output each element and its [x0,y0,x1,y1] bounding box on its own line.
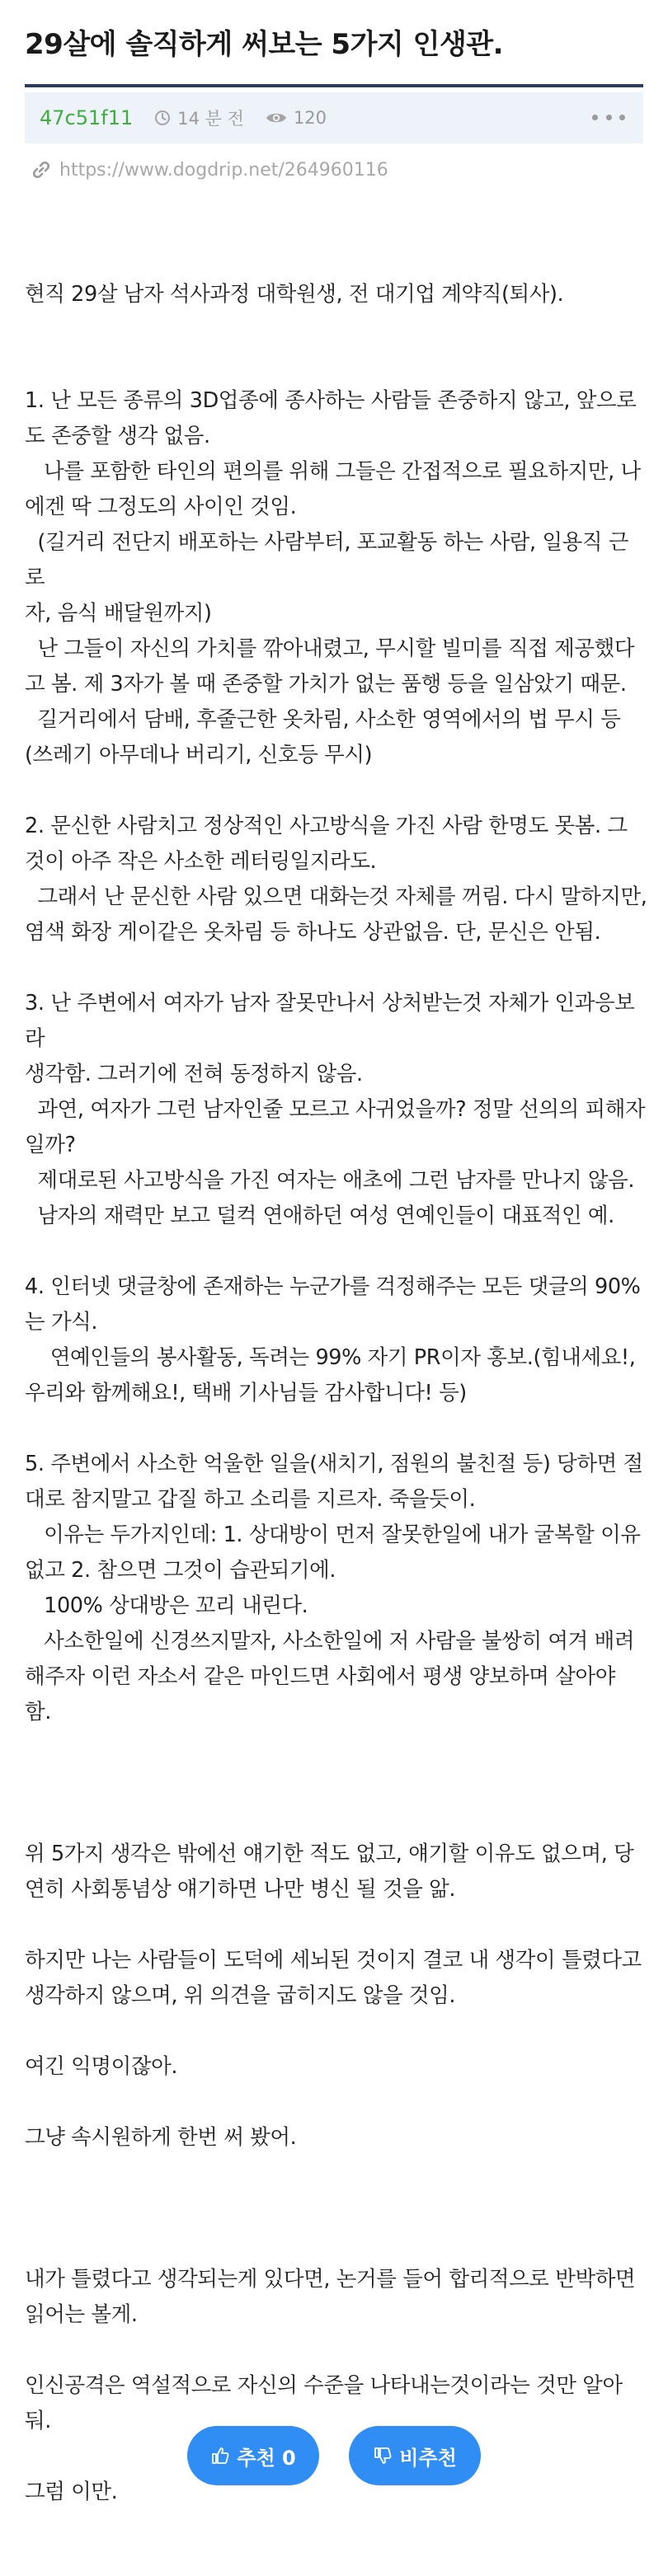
blank-line [25,773,648,809]
blank-line [25,1411,648,1447]
more-options-icon[interactable] [592,107,625,127]
content-line: 함. [25,1700,51,1724]
content-line: 고 봄. 제 3자가 볼 때 존중할 가치가 없는 품행 등을 일삼았기 때문. [25,672,627,697]
content-line: 없고 2. 참으면 그것이 습관되기에. [25,1558,336,1583]
post-title: 29살에 솔직하게 써보는 5가지 인생관. [25,28,504,61]
content-line: 우리와 함께해요!, 택배 기사님들 감사합니다! 등) [25,1381,467,1405]
content-line: 100% 상대방은 꼬리 내린다. [25,1593,308,1618]
blank-line [25,2014,648,2049]
post-views [266,108,327,128]
content-line: 사소한일에 신경쓰지말자, 사소한일에 저 사람을 불쌍히 여겨 배려 [25,1629,635,1654]
post-views-count: 120 [293,108,327,128]
content-line: 2. 문신한 사람치고 정상적인 사고방식을 가진 사람 한명도 못봄. 그 [25,814,628,838]
link-icon [31,160,51,180]
content-line: 둬. [25,2409,51,2433]
content-line: 나를 포함한 타인의 편의를 위해 그들은 간접적으로 필요하지만, 나 [25,459,641,484]
content-line: 그럼 이만. [25,2480,118,2504]
title-divider [25,84,643,87]
vote-buttons [0,2426,668,2485]
content-line: 대로 참지말고 갑질 하고 소리를 지르자. 죽을듯이. [25,1487,476,1512]
blank-line [25,2156,648,2191]
post-content [25,277,648,2510]
post-time [154,106,244,130]
content-line: 길거리에서 담배, 후줄근한 옷차림, 사소한 영역에서의 법 무시 등 [25,707,621,732]
post-url-row[interactable] [31,153,388,186]
blank-line [25,1730,648,1766]
content-line: 것이 아주 작은 사소한 레터링일지라도. [25,849,377,874]
eye-icon [266,110,287,125]
content-line: 3. 난 주변에서 여자가 남자 잘못만나서 상처받는것 자체가 인과응보라 [25,991,635,1051]
blank-line [25,2191,648,2226]
upvote-label: 추천 0 [237,2446,296,2470]
content-line: 도 존중할 생각 없음. [25,424,210,448]
post-time-text: 14 분 전 [177,109,244,129]
content-line: 인신공격은 역설적으로 자신의 수준을 나타내는것이라는 것만 알아 [25,2373,623,2398]
content-line: 위 5가지 생각은 밖에선 얘기한 적도 없고, 얘기할 이유도 없으며, 당 [25,1842,634,1866]
blank-line [25,2333,648,2368]
content-line: 5. 주변에서 사소한 억울한 일을(새치기, 점원의 불친절 등) 당하면 절 [25,1452,643,1476]
content-line: 이유는 두가지인데: 1. 상대방이 먼저 잘못한일에 내가 굴복할 이유 [25,1523,641,1547]
blank-line [25,1801,648,1837]
content-line: 내가 틀렸다고 생각되는게 있다면, 논거를 들어 합리적으로 반박하면 [25,2267,636,2292]
content-line: 자, 음식 배달원까지) [25,601,212,626]
content-line: 에겐 딱 그정도의 사이인 것임. [25,495,297,519]
content-line: 여긴 익명이잖아. [25,2054,178,2079]
content-line: 제대로된 사고방식을 가진 여자는 애초에 그런 남자를 만나지 않음. [25,1168,635,1193]
content-line: 4. 인터넷 댓글창에 존재하는 누군가를 걱정해주는 모든 댓글의 90% [25,1274,641,1299]
content-line: 생각함. 그러기에 전혀 동정하지 않음. [25,1062,363,1086]
downvote-label: 비추천 [399,2446,457,2470]
author-name[interactable]: 47c51f11 [40,106,134,129]
content-line: 연히 사회통념상 얘기하면 나만 병신 될 것을 앎. [25,1877,456,1902]
content-line: 는 가식. [25,1310,98,1335]
content-line: 현직 29살 남자 석사과정 대학원생, 전 대기업 계약직(퇴사). [25,282,564,307]
upvote-button[interactable] [187,2426,319,2485]
blank-line [25,348,648,383]
thumbs-down-icon [373,2446,393,2466]
blank-line [25,312,648,348]
content-line: 염색 화장 게이같은 옷차림 등 하나도 상관없음. 단, 문신은 안됨. [25,920,601,945]
downvote-button[interactable] [349,2426,481,2485]
blank-line [25,1234,648,1269]
clock-icon [154,110,171,126]
content-line: 1. 난 모든 종류의 3D업종에 종사하는 사람들 존중하지 않고, 앞으로 [25,388,637,413]
blank-line [25,2226,648,2262]
content-line: 과연, 여자가 그런 남자인줄 모르고 사귀었을까? 정말 선의의 피해자 [25,1097,646,1122]
content-line: 일까? [25,1133,76,1157]
post-url-text[interactable]: https://www.dogdrip.net/264960116 [59,159,388,181]
content-line: 그냥 속시원하게 한번 써 봤어. [25,2125,297,2150]
content-line: 그래서 난 문신한 사람 있으면 대화는것 자체를 꺼림. 다시 말하지만, [25,884,647,909]
post-meta-bar [25,92,643,143]
content-line: 해주자 이런 자소서 같은 마인드면 사회에서 평생 양보하며 살아야 [25,1664,615,1689]
content-line: (쓰레기 아무데나 버리기, 신호등 무시) [25,743,373,767]
blank-line [25,1907,648,1943]
blank-line [25,1766,648,1801]
content-line: 하지만 나는 사람들이 도덕에 세뇌된 것이지 결코 내 생각이 틀렸다고 [25,1948,642,1973]
blank-line [25,2085,648,2120]
content-line: 남자의 재력만 보고 덜컥 연애하던 여성 연예인들이 대표적인 예. [25,1204,614,1228]
content-line: 읽어는 볼게. [25,2302,138,2327]
thumbs-up-icon [210,2446,230,2466]
content-line: (길거리 전단지 배포하는 사람부터, 포교활동 하는 사람, 일용직 근로 [25,530,629,590]
content-line: 생각하지 않으며, 위 의견을 굽히지도 않을 것임. [25,1983,456,2008]
content-line: 연예인들의 봉사활동, 독려는 99% 자기 PR이자 홍보.(힘내세요!, [25,1345,636,1370]
blank-line [25,950,648,986]
content-line: 난 그들이 자신의 가치를 깎아내렸고, 무시할 빌미를 직접 제공했다 [25,636,635,661]
